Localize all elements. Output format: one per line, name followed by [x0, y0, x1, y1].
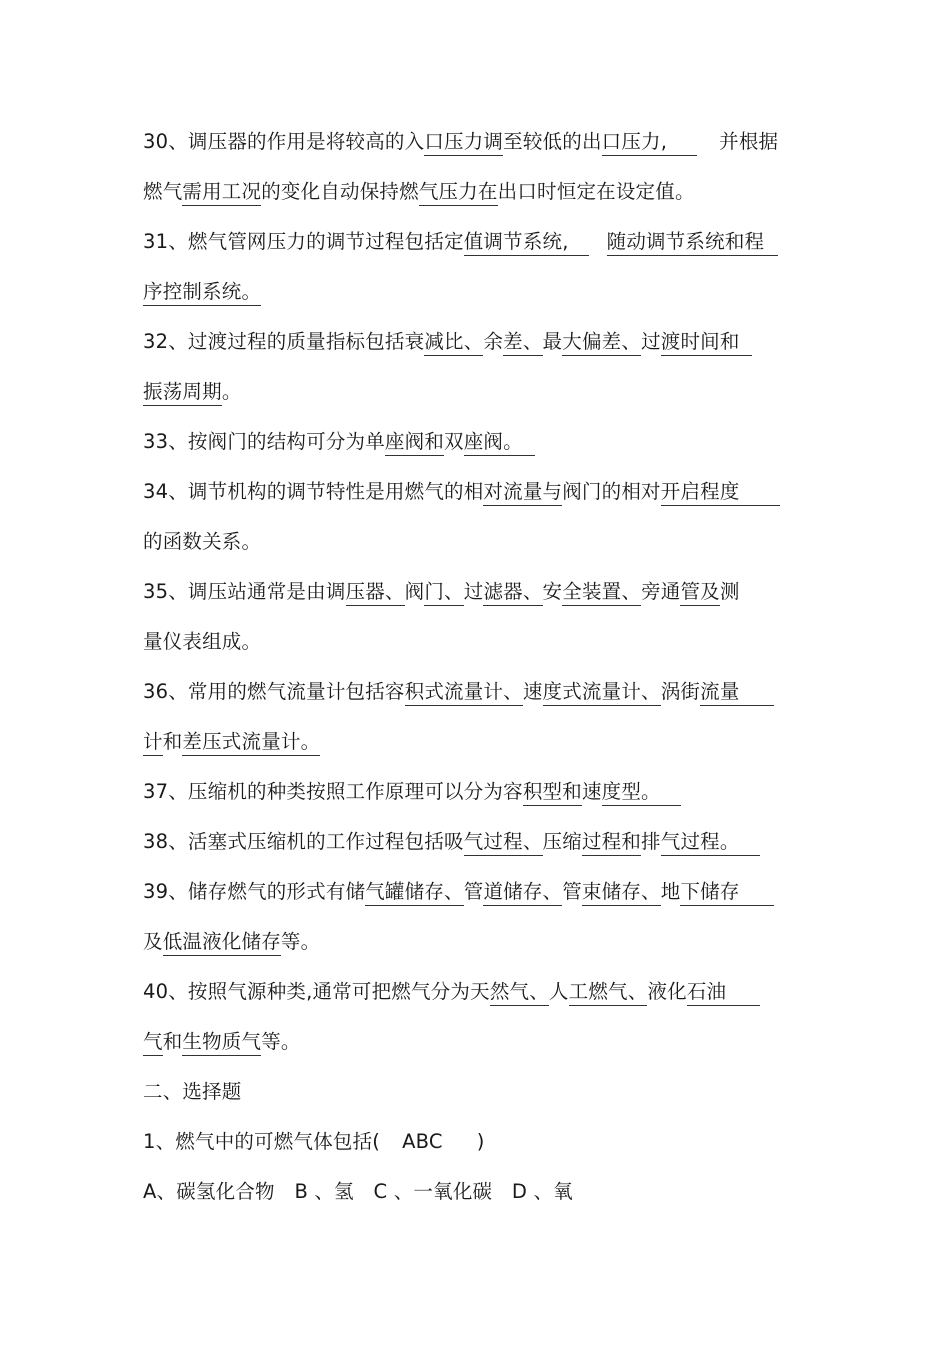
text: 38、活塞式压缩机的工作过程包括吸 [143, 830, 464, 853]
text: 安 [542, 580, 563, 603]
answer-blank: 座阀和 [384, 430, 445, 453]
text: 的函数关系。 [143, 530, 262, 553]
text: 32、过渡过程的质量指标包括衰 [143, 330, 425, 353]
text: 双 [444, 430, 464, 453]
text: 等。 [280, 930, 321, 953]
text: 涡街 [660, 680, 701, 703]
text: 过 [463, 580, 484, 603]
text: 31、燃气管网压力的调节过程包括定 [143, 230, 464, 253]
answer-blank: 过程和 [581, 830, 642, 853]
q39-line-1 [143, 879, 774, 905]
text: 36、常用的燃气流量计包括容 [143, 680, 405, 703]
q40-line-2 [143, 1029, 301, 1055]
text: 33、按阀门的结构可分为单 [143, 430, 385, 453]
text: 的变化自动保持燃 [261, 180, 419, 203]
answer-blank: 道储存、 [483, 880, 563, 903]
q32-line-2 [143, 379, 242, 405]
answer-blank: 然气、 [489, 980, 549, 1003]
answer-blank: 工燃气、 [568, 980, 648, 1003]
answer-blank: 随动调节系统 [606, 230, 725, 253]
answer-blank: 积式流量计、 [404, 680, 523, 703]
answer-blank: 度式流量计、 [542, 680, 661, 703]
q37-line-1 [143, 779, 681, 805]
answer-blank: 气 [143, 1030, 163, 1053]
text: 地 [660, 880, 681, 903]
q31-line-2 [143, 279, 261, 305]
text: 30、调压器的作用是将较高的入 [143, 130, 425, 153]
answer-blank: 需用工况 [182, 180, 262, 203]
q39-line-2 [143, 929, 320, 955]
answer-blank: 对流量与 [483, 480, 563, 503]
answer-blank: 滤器、 [483, 580, 543, 603]
text: 出口时恒定在设定值。 [497, 180, 695, 203]
answer-blank: 口压力, [602, 130, 698, 153]
answer-blank: 门、 [424, 580, 464, 603]
choice-question-1 [143, 1129, 485, 1155]
answer-blank: 座阀。 [464, 430, 535, 453]
text: 和 [162, 1030, 183, 1053]
question-text: 1、燃气中的可燃气体包括( [143, 1130, 381, 1153]
text: 排 [641, 830, 661, 853]
text: 并根据 [719, 130, 779, 153]
answer-blank: 气过程、 [463, 830, 543, 853]
q33-line-1 [143, 429, 535, 455]
q38-line-1 [143, 829, 760, 855]
text: 。 [221, 380, 242, 403]
text: 管 [463, 880, 484, 903]
text: 34、调节机构的调节特性是用燃气的相 [143, 480, 484, 503]
text: 阀门的相对 [562, 480, 661, 503]
q31-line-1 [143, 229, 778, 255]
q30-line-1 [143, 129, 778, 155]
answer-blank: 差压式流量计。 [182, 730, 321, 753]
text: 35、调压站通常是由调 [143, 580, 346, 603]
answer-blank: 值调节系统, [464, 230, 589, 253]
text: 余 [483, 330, 504, 353]
text: 量仪表组成。 [143, 630, 262, 653]
answer-blank: 振荡周期 [143, 380, 222, 403]
answer-blank: 束储存、 [581, 880, 661, 903]
answer-blank: 石油 [687, 980, 760, 1003]
text: 液化 [647, 980, 687, 1003]
q34-line-2 [143, 529, 261, 555]
answer-blank: 压器、 [345, 580, 405, 603]
text: 速 [581, 780, 602, 803]
answer-text: ABC [402, 1130, 443, 1153]
answer-blank: 计 [143, 730, 163, 753]
answer-blank: 气压力在 [418, 180, 498, 203]
answer-blank: 口压力调 [424, 130, 504, 153]
q35-line-1 [143, 579, 740, 605]
q30-line-2 [143, 179, 695, 205]
answer-blank: 管及 [680, 580, 720, 603]
text: 燃气 [143, 180, 183, 203]
text: 人 [548, 980, 569, 1003]
text: 39、储存燃气的形式有储 [143, 880, 366, 903]
answer-blank: 渡时间和 [661, 330, 752, 353]
answer-blank: 差、 [503, 330, 543, 353]
text: 旁通 [641, 580, 681, 603]
q32-line-1 [143, 329, 752, 355]
answer-blank: 下储存 [680, 880, 773, 903]
text: 和 [162, 730, 183, 753]
q36-line-1 [143, 679, 774, 705]
answer-blank: 度型。 [602, 780, 681, 803]
q34-line-1 [143, 479, 780, 505]
text: 速 [522, 680, 543, 703]
answer-blank: 和程 [725, 230, 778, 253]
text: 40、按照气源种类,通常可把燃气分为天 [143, 980, 490, 1003]
text: 等。 [261, 1030, 301, 1053]
text: 及 [143, 930, 163, 953]
text: 压缩 [542, 830, 582, 853]
answer-blank: 流量 [700, 680, 773, 703]
text: 至较低的出 [503, 130, 602, 153]
answer-blank: 全装置、 [562, 580, 642, 603]
answer-blank: 大偏差、 [562, 330, 642, 353]
answer-blank: 减比、 [424, 330, 484, 353]
q35-line-2 [143, 629, 261, 655]
answer-blank: 生物质气 [182, 1030, 262, 1053]
text: 37、压缩机的种类按照工作原理可以分为容 [143, 780, 523, 803]
answer-blank: 气过程。 [661, 830, 760, 853]
text: 管 [562, 880, 582, 903]
answer-blank: 序控制系统。 [143, 280, 262, 303]
answer-blank: 开启程度 [661, 480, 780, 503]
q40-line-1 [143, 979, 760, 1005]
text: 最 [542, 330, 563, 353]
choice-options-1: A、碳氢化合物 B 、氢 C 、一氧化碳 D 、氧 [143, 1180, 573, 1203]
answer-blank: 积型和 [522, 780, 582, 803]
answer-blank: 气罐储存、 [365, 880, 464, 903]
q36-line-2 [143, 729, 320, 755]
text: 过 [641, 330, 661, 353]
text: 阀 [404, 580, 425, 603]
answer-blank: 低温液化储存 [162, 930, 281, 953]
text: ) [476, 1130, 485, 1153]
section-heading-choice: 二、选择题 [143, 1080, 242, 1103]
text: 测 [719, 580, 740, 603]
